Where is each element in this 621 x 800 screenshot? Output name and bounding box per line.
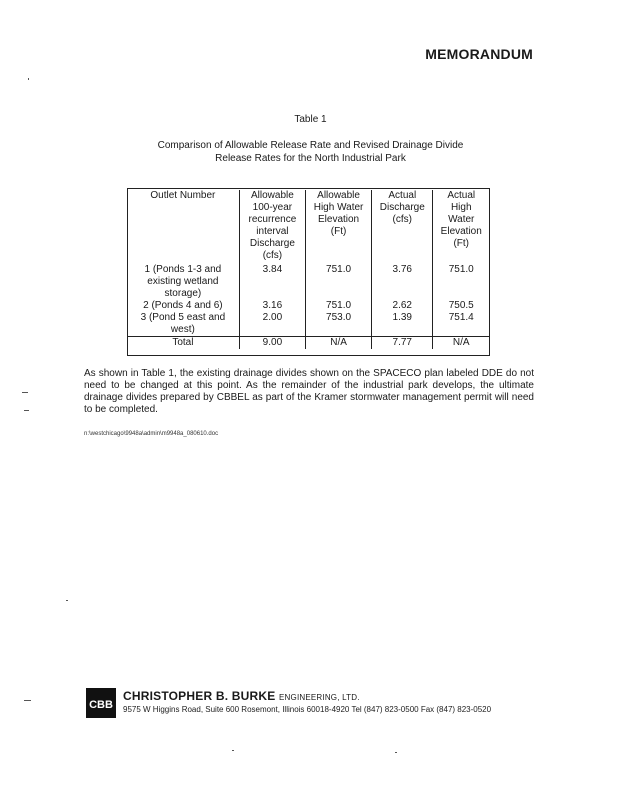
- company-logo-icon: [86, 688, 116, 718]
- table-caption: Table 1: [294, 114, 327, 125]
- scan-speck: [28, 78, 29, 80]
- table-cell: Total: [127, 337, 239, 350]
- table-cell: 9.00: [239, 337, 305, 350]
- company-name-suffix: ENGINEERING, LTD.: [279, 693, 360, 702]
- table-cell: 751.0: [306, 264, 372, 300]
- table-border-bottom: [127, 355, 489, 356]
- table-cell: 2 (Ponds 4 and 6): [127, 300, 239, 312]
- table-cell: 3.84: [239, 264, 305, 300]
- company-name-main: CHRISTOPHER B. BURKE: [123, 689, 276, 703]
- table-row: [127, 264, 489, 300]
- scan-speck: [24, 700, 31, 701]
- table-heading-line-2: Release Rates for the North Industrial Park: [215, 153, 406, 164]
- company-address: 9575 W Higgins Road, Suite 600 Rosemont, Illinois 60018-4920 Tel (847) 823-0500 Fax (847) 823-0520: [123, 705, 492, 714]
- column-header-actual-elevation: Actual High Water Elevation (Ft): [440, 190, 482, 249]
- table-cell: 751.4: [448, 312, 474, 323]
- body-paragraph: As shown in Table 1, the existing drainage divides shown on the SPACECO plan labeled DDE do not need to be changed at this point. As the remainder of the industrial park develops, the ultimate drainage divides prepared by CBBEL as part of the Kramer stormwater management permit will need to be completed.: [84, 368, 534, 415]
- table-header-row: [127, 190, 489, 264]
- table-heading-line-1: Comparison of Allowable Release Rate and Revised Drainage Divide: [157, 140, 464, 151]
- table-cell: 751.0: [306, 300, 372, 312]
- scan-speck: [24, 410, 29, 411]
- column-header-outlet: Outlet Number: [127, 190, 239, 264]
- table-border-top: [127, 188, 489, 189]
- table-cell: 751.0: [448, 264, 474, 275]
- file-path: n:\westchicago\9948a\admin\m9948a_080610.doc: [84, 431, 219, 437]
- table-row: [127, 300, 489, 312]
- table-cell: 7.77: [372, 337, 433, 350]
- scan-speck: [395, 752, 397, 753]
- table-cell: N/A: [306, 337, 372, 350]
- table-border-right: [489, 188, 490, 356]
- table-cell: N/A: [433, 337, 489, 350]
- scan-speck: [232, 750, 234, 751]
- table-cell: 2.62: [372, 300, 433, 312]
- table-cell: 3.76: [372, 264, 433, 300]
- table-cell: 750.5: [448, 300, 474, 311]
- column-header-allowable-elevation: Allowable High Water Elevation (Ft): [306, 190, 372, 264]
- table-cell: 1 (Ponds 1-3 and existing wetland storage): [127, 264, 239, 300]
- table-total-row: [127, 337, 489, 350]
- table-heading: [0, 139, 621, 165]
- table-row: [127, 312, 489, 337]
- column-header-actual-discharge: Actual Discharge (cfs): [372, 190, 433, 264]
- logo-text: CBB: [89, 699, 113, 711]
- table-cell: 3.16: [239, 300, 305, 312]
- column-header-allowable-discharge: Allowable 100-year recurrence interval Discharge (cfs): [239, 190, 305, 264]
- release-rate-table: [127, 190, 489, 349]
- scan-speck: [66, 600, 68, 601]
- memo-title: MEMORANDUM: [425, 46, 533, 62]
- table-cell: 2.00: [239, 312, 305, 337]
- table-cell: 1.39: [372, 312, 433, 337]
- company-name: [123, 689, 360, 703]
- table-cell: 753.0: [306, 312, 372, 337]
- scan-speck: [22, 392, 28, 393]
- table-cell: 3 (Pond 5 east and west): [127, 312, 239, 337]
